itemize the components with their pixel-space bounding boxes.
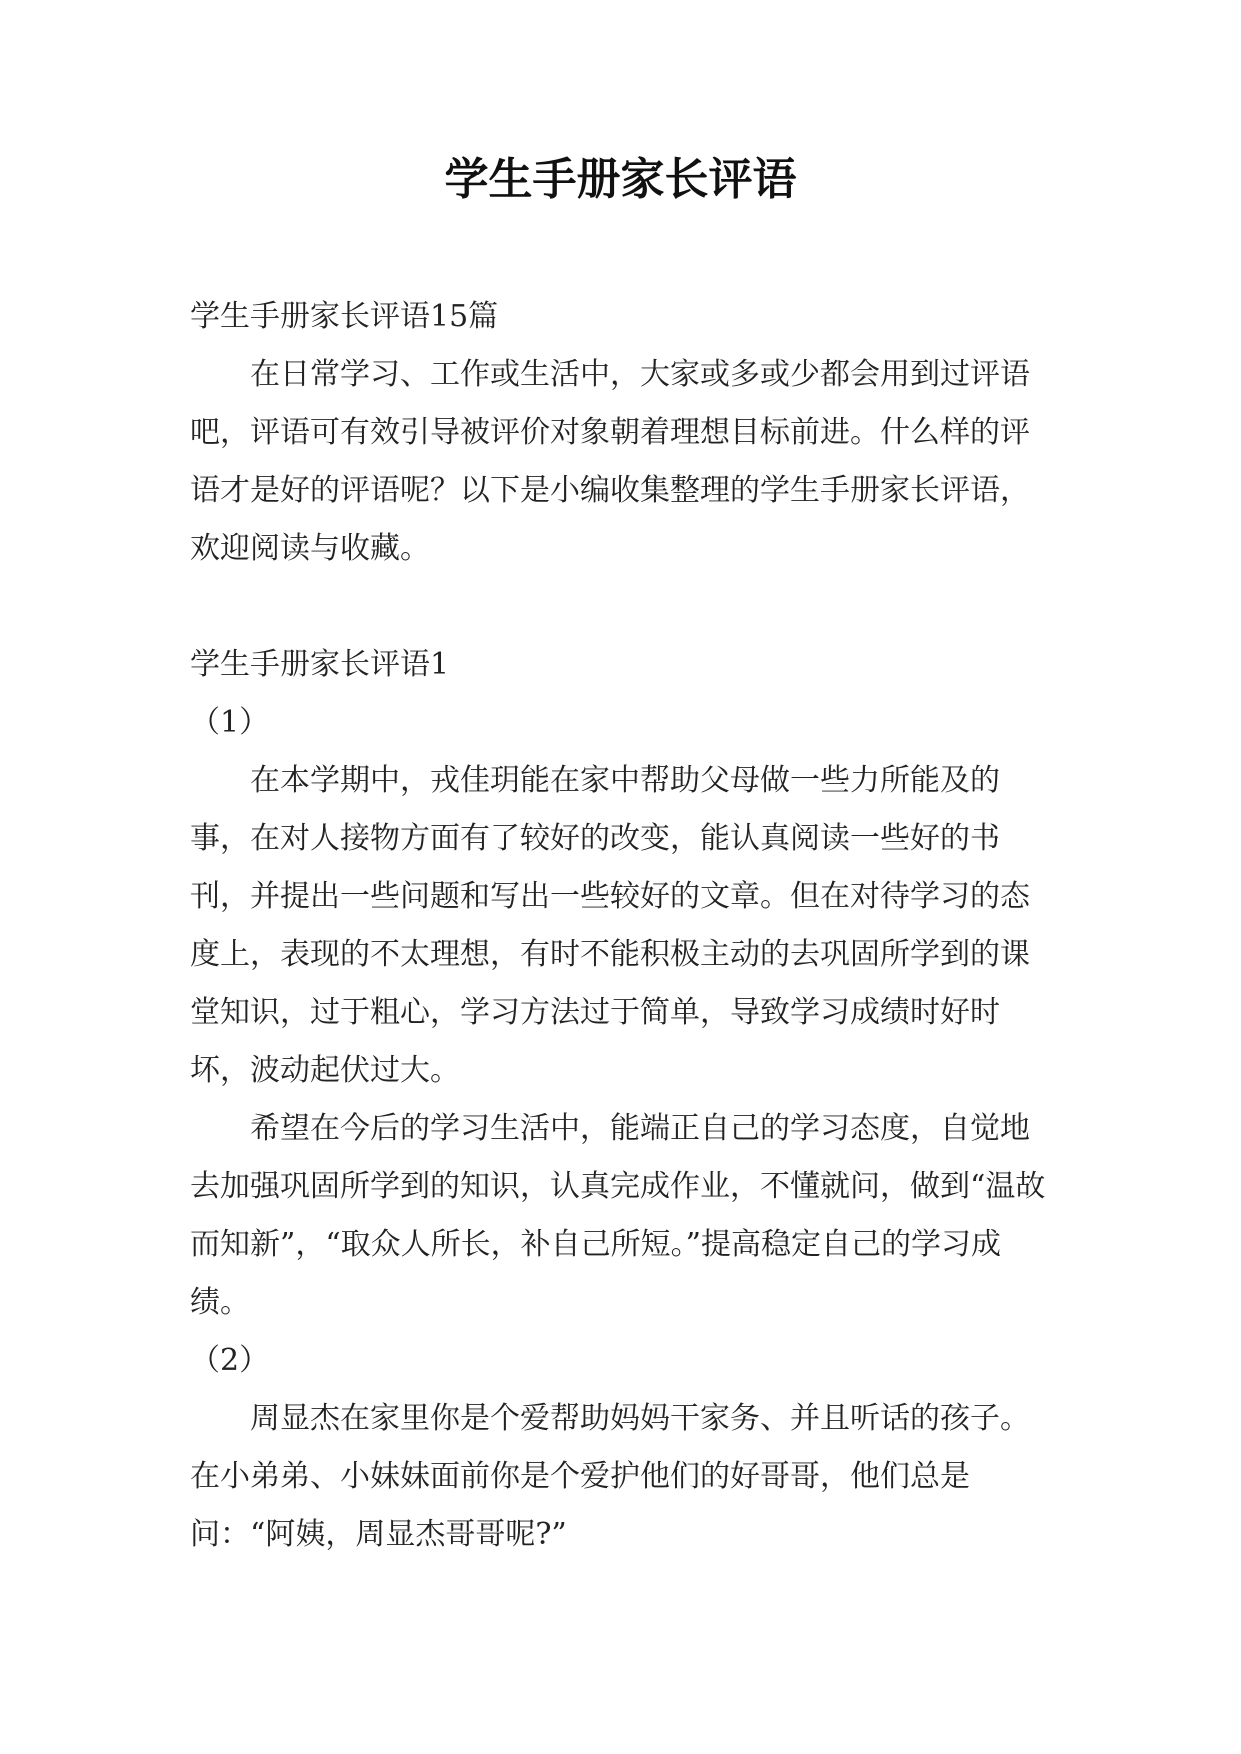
item-2-paragraph-1: 周显杰在家里你是个爱帮助妈妈干家务、并且听话的孩子。在小弟弟、小妹妹面前你是个爱护他们的好哥哥，他们总是问：“阿姨，周显杰哥哥呢?” bbox=[190, 1401, 1030, 1552]
intro-paragraph: 在日常学习、工作或生活中，大家或多或少都会用到过评语吧，评语可有效引导被评价对象朝着理想目标前进。什么样的评语才是好的评语呢？以下是小编收集整理的学生手册家长评语，欢迎阅读与收藏。 bbox=[190, 357, 1030, 566]
document-title: 学生手册家长评语 bbox=[444, 154, 797, 205]
paragraph-spacer bbox=[190, 578, 1056, 636]
document-subtitle: 学生手册家长评语15篇 bbox=[190, 299, 499, 334]
section-heading: 学生手册家长评语1 bbox=[190, 647, 450, 682]
item-1-paragraph-1: 在本学期中，戎佳玥能在家中帮助父母做一些力所能及的事，在对人接物方面有了较好的改变，能认真阅读一些好的书刊，并提出一些问题和写出一些较好的文章。但在对待学习的态度上，表现的不太理想，有时不能积极主动的去巩固所学到的课堂知识，过于粗心，学习方法过于简单，导致学习成绩时好时坏，波动起伏过大。 bbox=[190, 763, 1030, 1088]
item-number-2: （2） bbox=[190, 1343, 270, 1378]
item-1-paragraph-2: 希望在今后的学习生活中，能端正自己的学习态度，自觉地去加强巩固所学到的知识，认真完成作业，不懂就问，做到“温故而知新”，“取众人所长，补自己所短。”提高稳定自己的学习成绩。 bbox=[190, 1111, 1046, 1320]
item-number-1: （1） bbox=[190, 705, 270, 740]
document-body bbox=[190, 288, 1056, 1564]
